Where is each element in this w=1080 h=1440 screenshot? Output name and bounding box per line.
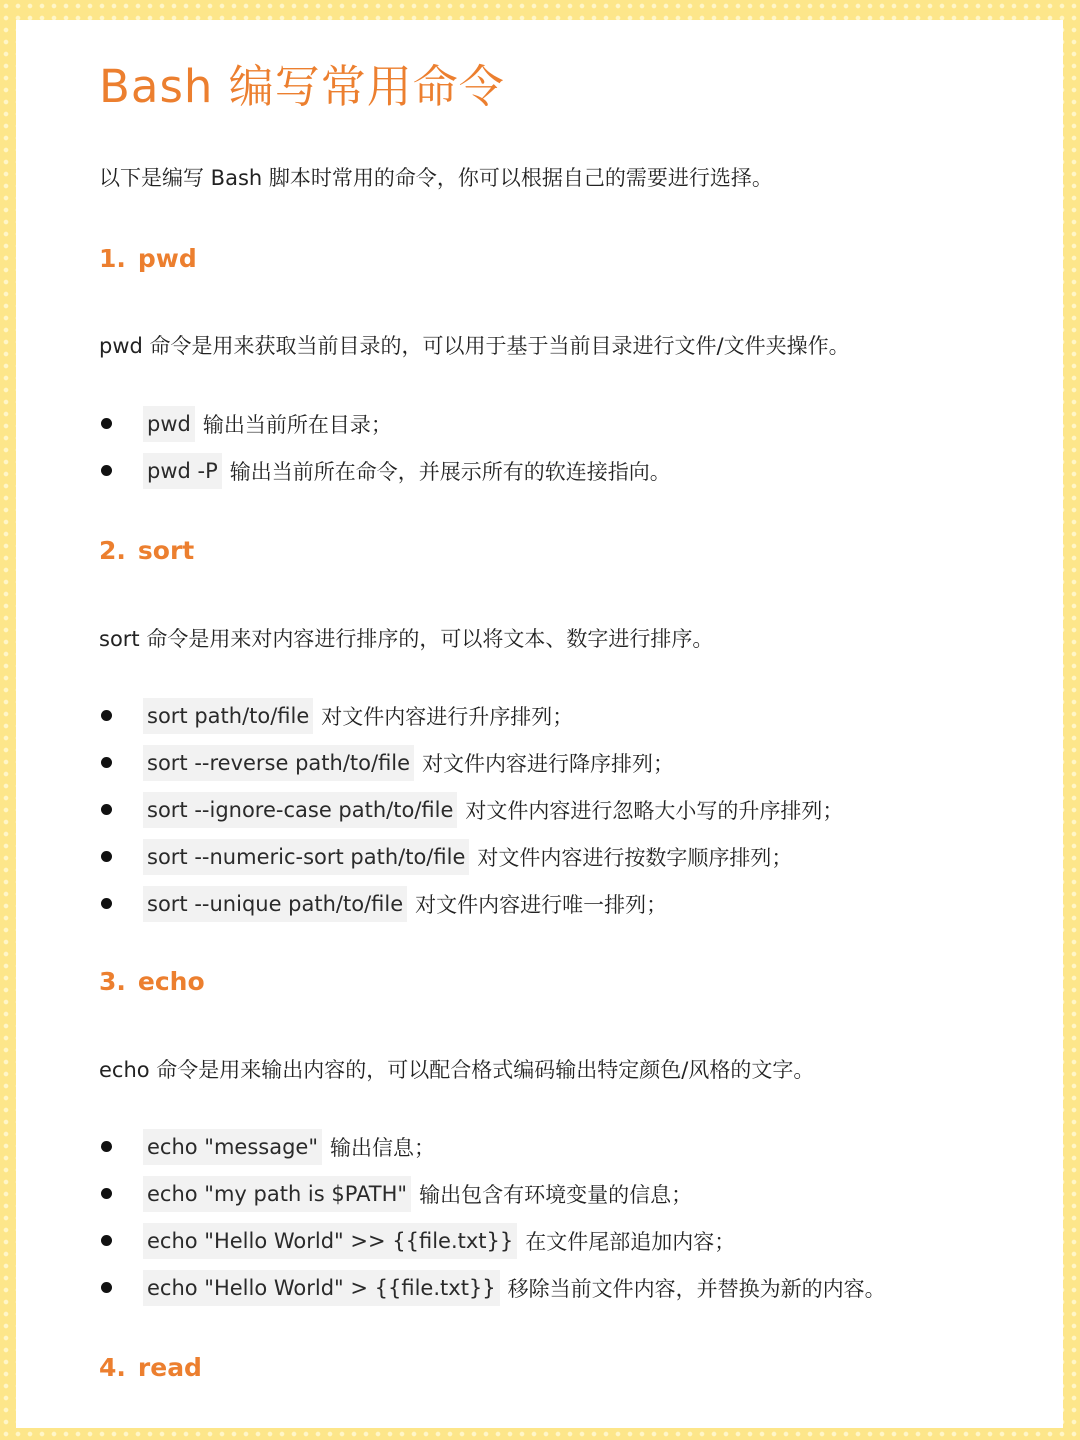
section-heading-read xyxy=(99,1353,202,1382)
inline-code: pwd -P xyxy=(143,453,222,489)
bullet-icon xyxy=(101,898,112,909)
list-item xyxy=(99,880,843,927)
inline-code: sort --numeric-sort path/to/file xyxy=(143,839,469,875)
item-description: 对文件内容进行降序排列； xyxy=(422,751,675,776)
item-description: 在文件尾部追加内容； xyxy=(525,1229,736,1254)
item-description: 对文件内容进行升序排列； xyxy=(321,704,574,729)
section-heading-pwd xyxy=(99,244,197,273)
inline-code: sort path/to/file xyxy=(143,698,313,734)
list-item xyxy=(99,1170,886,1217)
bullet-icon xyxy=(101,1141,112,1152)
list-item xyxy=(99,400,671,447)
item-description: 对文件内容进行按数字顺序排列； xyxy=(477,845,793,870)
document-page xyxy=(16,20,1063,1428)
bullet-icon xyxy=(101,757,112,768)
list-item xyxy=(99,786,843,833)
section-description: pwd 命令是用来获取当前目录的，可以用于基于当前目录进行文件/文件夹操作。 xyxy=(99,334,850,358)
bullet-icon xyxy=(101,710,112,721)
section-description: sort 命令是用来对内容进行排序的，可以将文本、数字进行排序。 xyxy=(99,627,714,651)
section-heading-echo xyxy=(99,967,205,996)
command-list-sort xyxy=(99,692,843,927)
item-description: 对文件内容进行唯一排列； xyxy=(415,892,668,917)
intro-paragraph: 以下是编写 Bash 脚本时常用的命令，你可以根据自己的需要进行选择。 xyxy=(99,166,773,190)
command-list-pwd xyxy=(99,400,671,494)
inline-code: sort --ignore-case path/to/file xyxy=(143,792,457,828)
bullet-icon xyxy=(101,465,112,476)
section-number: 4. xyxy=(99,1353,126,1382)
item-description: 输出当前所在命令，并展示所有的软连接指向。 xyxy=(229,459,671,484)
section-heading-sort xyxy=(99,536,194,565)
list-item xyxy=(99,1264,886,1311)
bullet-icon xyxy=(101,1188,112,1199)
section-title: sort xyxy=(137,536,195,565)
section-title: read xyxy=(137,1353,202,1382)
list-item xyxy=(99,692,843,739)
list-item xyxy=(99,447,671,494)
bullet-icon xyxy=(101,851,112,862)
inline-code: echo "Hello World" >> {{file.txt}} xyxy=(143,1223,517,1259)
inline-code: echo "my path is $PATH" xyxy=(143,1176,411,1212)
bullet-icon xyxy=(101,418,112,429)
inline-code: echo "Hello World" > {{file.txt}} xyxy=(143,1270,500,1306)
section-number: 3. xyxy=(99,967,126,996)
command-list-echo xyxy=(99,1123,886,1311)
item-description: 输出信息； xyxy=(330,1135,435,1160)
inline-code: sort --reverse path/to/file xyxy=(143,745,414,781)
section-number: 2. xyxy=(99,536,126,565)
inline-code: sort --unique path/to/file xyxy=(143,886,407,922)
bullet-icon xyxy=(101,1235,112,1246)
bullet-icon xyxy=(101,804,112,815)
section-title: echo xyxy=(137,967,205,996)
list-item xyxy=(99,739,843,786)
list-item xyxy=(99,1217,886,1264)
page-title: Bash 编写常用命令 xyxy=(99,60,505,113)
section-number: 1. xyxy=(99,244,126,273)
item-description: 输出包含有环境变量的信息； xyxy=(419,1182,693,1207)
bullet-icon xyxy=(101,1282,112,1293)
section-title: pwd xyxy=(137,244,197,273)
list-item xyxy=(99,833,843,880)
item-description: 对文件内容进行忽略大小写的升序排列； xyxy=(465,798,844,823)
item-description: 移除当前文件内容，并替换为新的内容。 xyxy=(507,1276,886,1301)
item-description: 输出当前所在目录； xyxy=(202,412,392,437)
inline-code: pwd xyxy=(143,406,195,442)
inline-code: echo "message" xyxy=(143,1129,322,1165)
list-item xyxy=(99,1123,886,1170)
section-description: echo 命令是用来输出内容的，可以配合格式编码输出特定颜色/风格的文字。 xyxy=(99,1058,815,1082)
